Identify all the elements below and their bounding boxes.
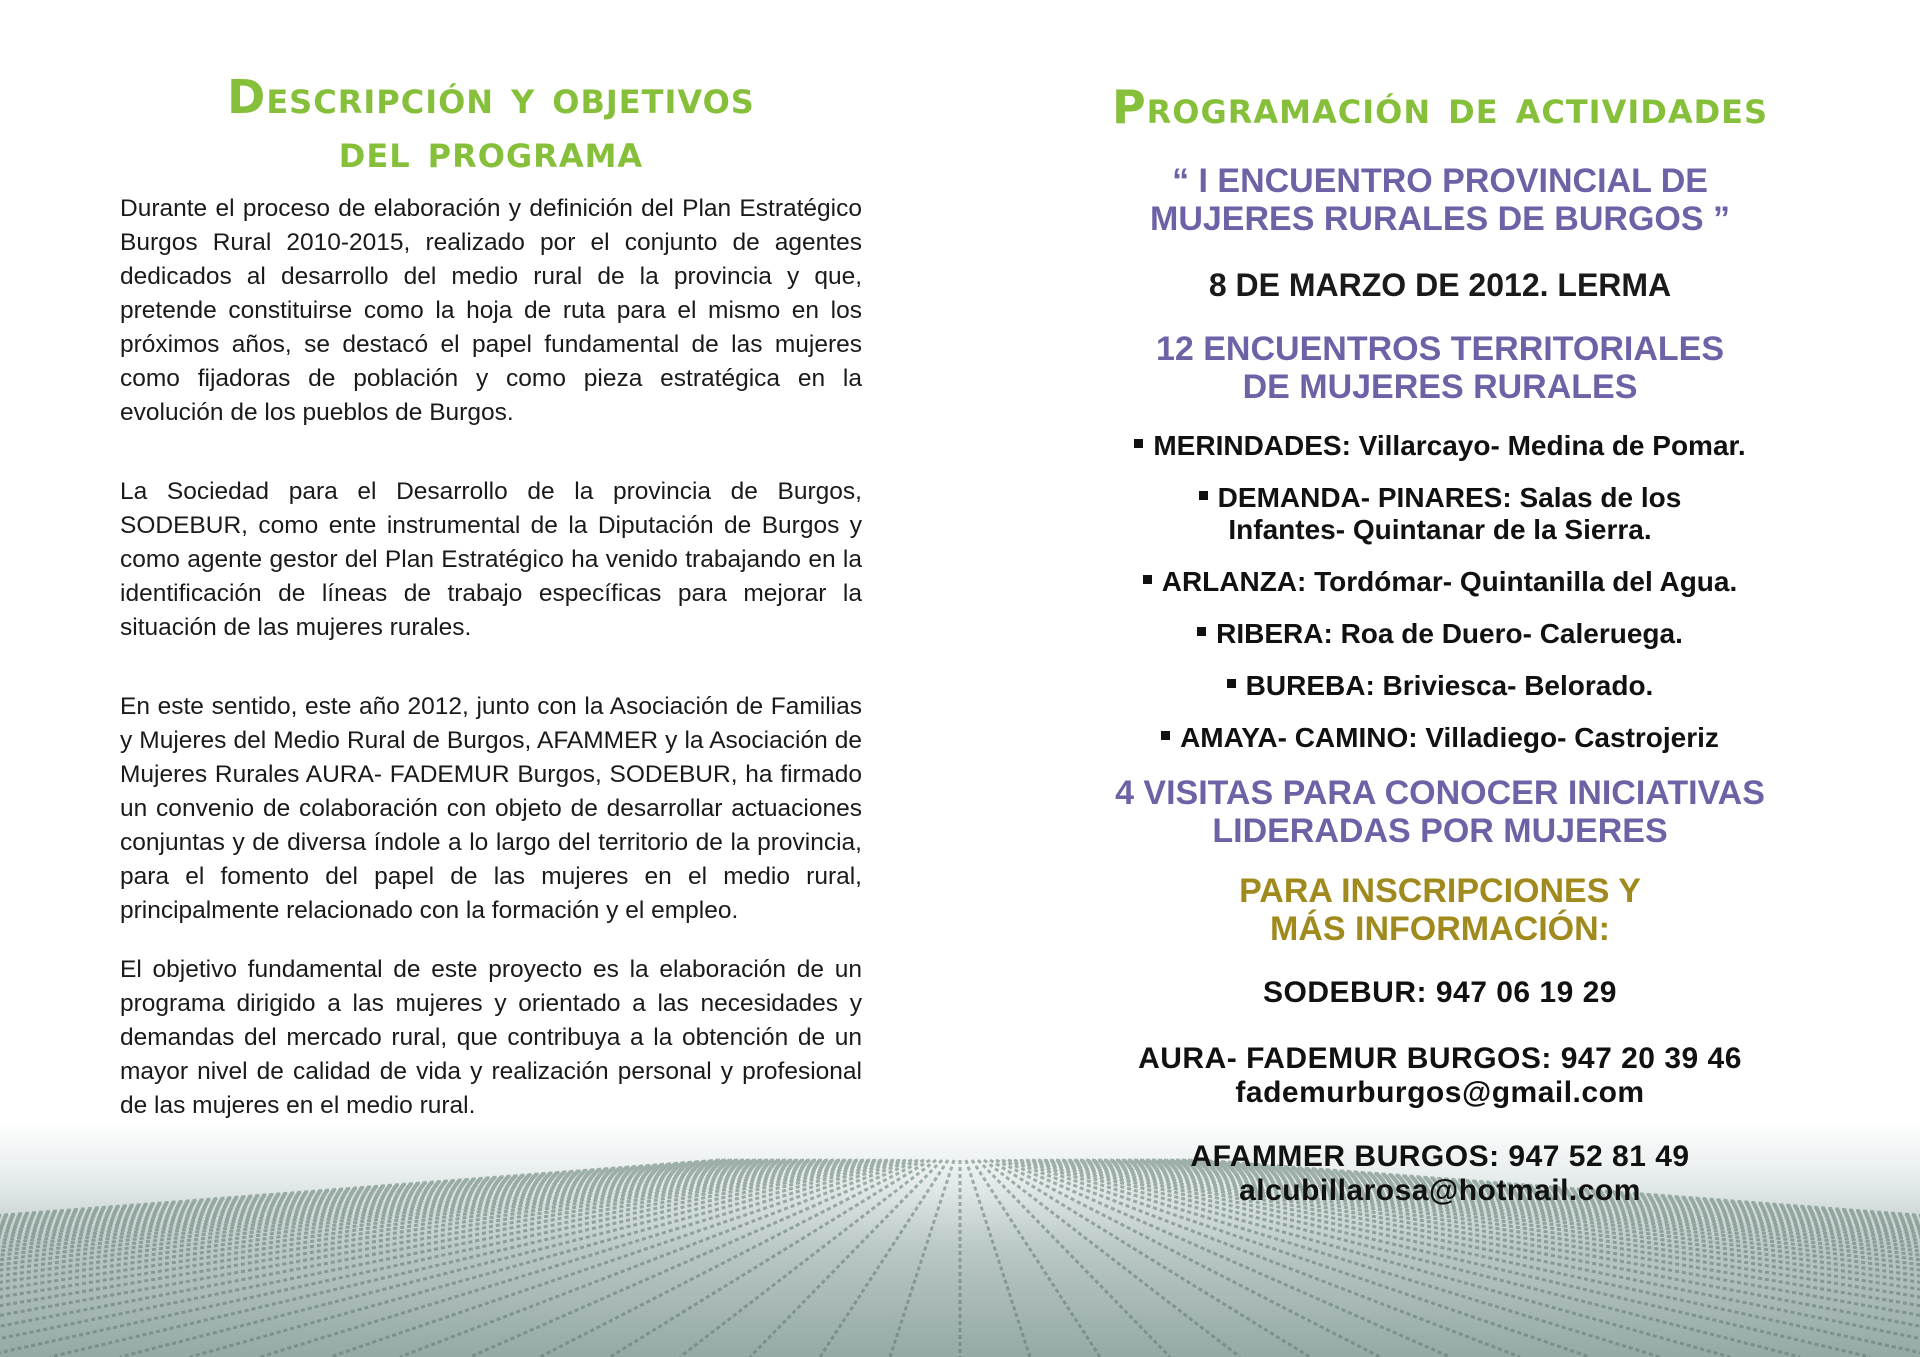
left-title <box>120 70 862 178</box>
contact-afammer-phone: AFAMMER BURGOS: 947 52 81 49 <box>1190 1140 1690 1173</box>
contact-sodebur: SODEBUR: 947 06 19 29 <box>1262 976 1617 1009</box>
territoriales-heading <box>1010 330 1870 406</box>
square-bullet-icon <box>1134 439 1143 448</box>
square-bullet-icon <box>1161 731 1170 740</box>
list-item: MERINDADES: Villarcayo- Medina de Pomar. <box>1010 430 1870 462</box>
vineyard-row <box>680 1160 936 1357</box>
left-column <box>120 70 862 1123</box>
info-line2: MÁS INFORMACIÓN: <box>1270 910 1610 948</box>
encuentro-heading <box>1010 162 1870 238</box>
visitas-line1: 4 VISITAS PARA CONOCER INICIATIVAS <box>1115 774 1765 812</box>
contact-afammer-email[interactable]: alcubillarosa@hotmail.com <box>1239 1174 1641 1207</box>
list-item: DEMANDA- PINARES: Salas de los Infantes- Quintanar de la Sierra. <box>1010 482 1870 546</box>
square-bullet-icon <box>1143 575 1152 584</box>
visitas-heading <box>1010 774 1870 850</box>
info-heading <box>1010 872 1870 948</box>
territoriales-line1: 12 ENCUENTROS TERRITORIALES <box>1155 330 1724 368</box>
territories-list <box>1010 430 1870 754</box>
paragraph-2: La Sociedad para el Desarrollo de la provincia de Burgos, SODEBUR, como ente instrumental de la Diputación de Burgos y como agente gestor del Plan Estratégico ha venido trabajando en la identificación de líneas de trabajo específicas para mejorar la situación de las mujeres rurales. <box>120 478 862 641</box>
territoriales-line2: DE MUJERES RURALES <box>1242 368 1638 406</box>
right-column <box>1010 80 1870 1208</box>
visitas-line2: LIDERADAS POR MUJERES <box>1212 812 1668 850</box>
list-item-continuation: Infantes- Quintanar de la Sierra. <box>1228 514 1652 545</box>
square-bullet-icon <box>1199 491 1208 500</box>
square-bullet-icon <box>1197 627 1206 636</box>
left-title-line1: Descripción y objetivos <box>227 70 755 124</box>
list-item: BUREBA: Briviesca- Belorado. <box>1010 670 1870 702</box>
paragraph-4: El objetivo fundamental de este proyecto es la elaboración de un programa dirigido a las mujeres y orientado a las necesidades y demandas del mercado rural, que contribuya a la obtención de un mayor nivel de calidad de vida y realización personal y profesional de las mujeres en el medio rural. <box>120 956 862 1119</box>
event-date: 8 DE MARZO DE 2012. LERMA <box>1208 267 1672 303</box>
list-item: RIBERA: Roa de Duero- Caleruega. <box>1010 618 1870 650</box>
vineyard-row <box>190 1160 894 1357</box>
contact-fademur-phone: AURA- FADEMUR BURGOS: 947 20 39 46 <box>1138 1042 1742 1075</box>
contact-afammer <box>1010 1140 1870 1208</box>
left-title-line2: del programa <box>338 124 644 178</box>
contact-fademur <box>1010 1042 1870 1110</box>
list-item: AMAYA- CAMINO: Villadiego- Castrojeriz <box>1010 722 1870 754</box>
list-item: ARLANZA: Tordómar- Quintanilla del Agua. <box>1010 566 1870 598</box>
info-line1: PARA INSCRIPCIONES Y <box>1239 872 1641 910</box>
paragraph-1: Durante el proceso de elaboración y definición del Plan Estratégico Burgos Rural 2010-2015, realizado por el conjunto de agentes dedicados al desarrollo del medio rural de la provincia y que, pretende constituirse como la hoja de ruta para el mismo en los próximos años, se destacó el papel fundamental de las mujeres como fijadoras de población y como pieza estratégica en la evolución de los pueblos de Burgos. <box>120 195 862 426</box>
vineyard-row <box>890 1160 954 1357</box>
encuentro-line2: MUJERES RURALES DE BURGOS ” <box>1150 200 1730 238</box>
encuentro-line1: “ I ENCUENTRO PROVINCIAL DE <box>1172 162 1708 200</box>
contact-fademur-email[interactable]: fademurburgos@gmail.com <box>1235 1076 1645 1109</box>
right-title: Programación de actividades <box>1111 80 1769 134</box>
paragraph-3: En este sentido, este año 2012, junto con la Asociación de Familias y Mujeres del Medio Rural de Burgos, AFAMMER y la Asociación de Mujeres Rurales AURA- FADEMUR Burgos, SODEBUR, ha firmado un convenio de colaboración con objeto de desarrollar actuaciones conjuntas y de diversa índole a lo largo del territorio de la provincia, para el fomento del papel de las mujeres en el medio rural, principalmente relacionado con la formación y el empleo. <box>120 693 862 924</box>
square-bullet-icon <box>1227 679 1236 688</box>
